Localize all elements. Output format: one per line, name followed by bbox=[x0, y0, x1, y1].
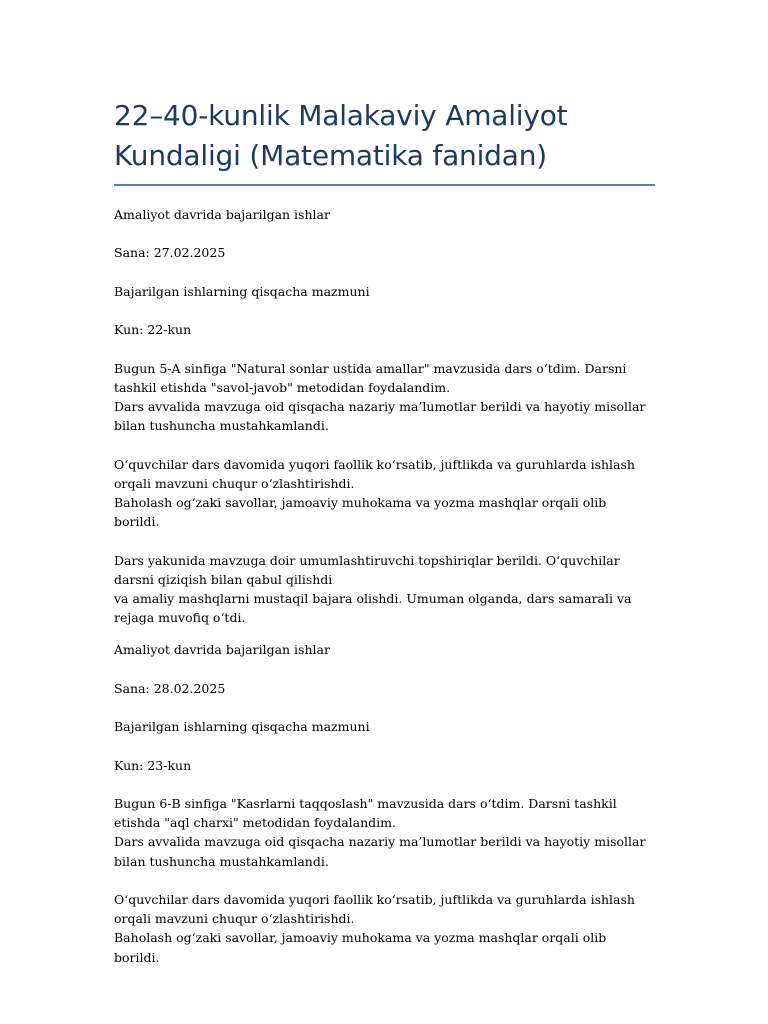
entry-heading: Amaliyot davrida bajarilgan ishlar bbox=[114, 207, 330, 222]
entry-heading: Amaliyot davrida bajarilgan ishlar bbox=[114, 642, 330, 658]
entry-summary-heading: Bajarilgan ishlarning qisqacha mazmuni bbox=[114, 719, 370, 735]
paragraph-line: Bugun 6-B sinfiga "Kasrlarni taqqoslash" mavzusida dars o‘tdim. Darsni tashkil etishda "aql charxi" metodidan foydalandim. bbox=[114, 795, 617, 831]
entry-paragraph bbox=[114, 890, 655, 967]
paragraph-line: Baholash og‘zaki savollar, jamoaviy muhokama va yozma mashqlar orqali olib borildi. bbox=[114, 930, 607, 965]
entry-day: Kun: 22-kun bbox=[114, 322, 192, 338]
entry-summary-heading: Bajarilgan ishlarning qisqacha mazmuni bbox=[114, 283, 370, 299]
paragraph-line: Bugun 5-A sinfiga "Natural sonlar ustida amallar" mavzusida dars o‘tdim. Darsni tashkil etishda "savol-javob" metodidan foydalandim. bbox=[114, 360, 627, 395]
paragraph-line: Dars yakunida mavzuga doir umumlashtiruvchi topshiriqlar berildi. O‘quvchilar darsni qiziqish bilan qabul qilishdi bbox=[114, 552, 620, 587]
entry-date: Sana: 27.02.2025 bbox=[114, 245, 226, 261]
paragraph-line: Dars avvalida mavzuga oid qisqacha nazariy ma’lumotlar berildi va hayotiy misollar bilan tushuncha mustahkamlandi. bbox=[114, 398, 646, 434]
entry-paragraph bbox=[114, 794, 655, 871]
entry-paragraph bbox=[114, 551, 655, 628]
paragraph-line: Baholash og‘zaki savollar, jamoaviy muhokama va yozma mashqlar orqali olib borildi. bbox=[114, 494, 607, 530]
entry-paragraph bbox=[114, 359, 655, 436]
paragraph-line: Dars avvalida mavzuga oid qisqacha nazariy ma’lumotlar berildi va hayotiy misollar bilan tushuncha mustahkamlandi. bbox=[114, 834, 646, 869]
paragraph-line: O‘quvchilar dars davomida yuqori faollik ko‘rsatib, juftlikda va guruhlarda ishlash orqali mavzuni chuqur o‘zlashtirishdi. bbox=[114, 456, 635, 491]
entry-date: Sana: 28.02.2025 bbox=[114, 680, 226, 696]
document-page bbox=[114, 96, 655, 986]
paragraph-line: O‘quvchilar dars davomida yuqori faollik ko‘rsatib, juftlikda va guruhlarda ishlash orqali mavzuni chuqur o‘zlashtirishdi. bbox=[114, 891, 635, 927]
entry-paragraph bbox=[114, 455, 655, 532]
document-body bbox=[114, 205, 655, 967]
page-title: 22–40-kunlik Malakaviy Amaliyot Kundaligi (Matematika fanidan) bbox=[114, 96, 655, 186]
entry-day: Kun: 23-kun bbox=[114, 757, 192, 773]
paragraph-line: va amaliy mashqlarni mustaqil bajara olishdi. Umuman olganda, dars samarali va rejaga muvofiq o‘tdi. bbox=[114, 590, 632, 626]
